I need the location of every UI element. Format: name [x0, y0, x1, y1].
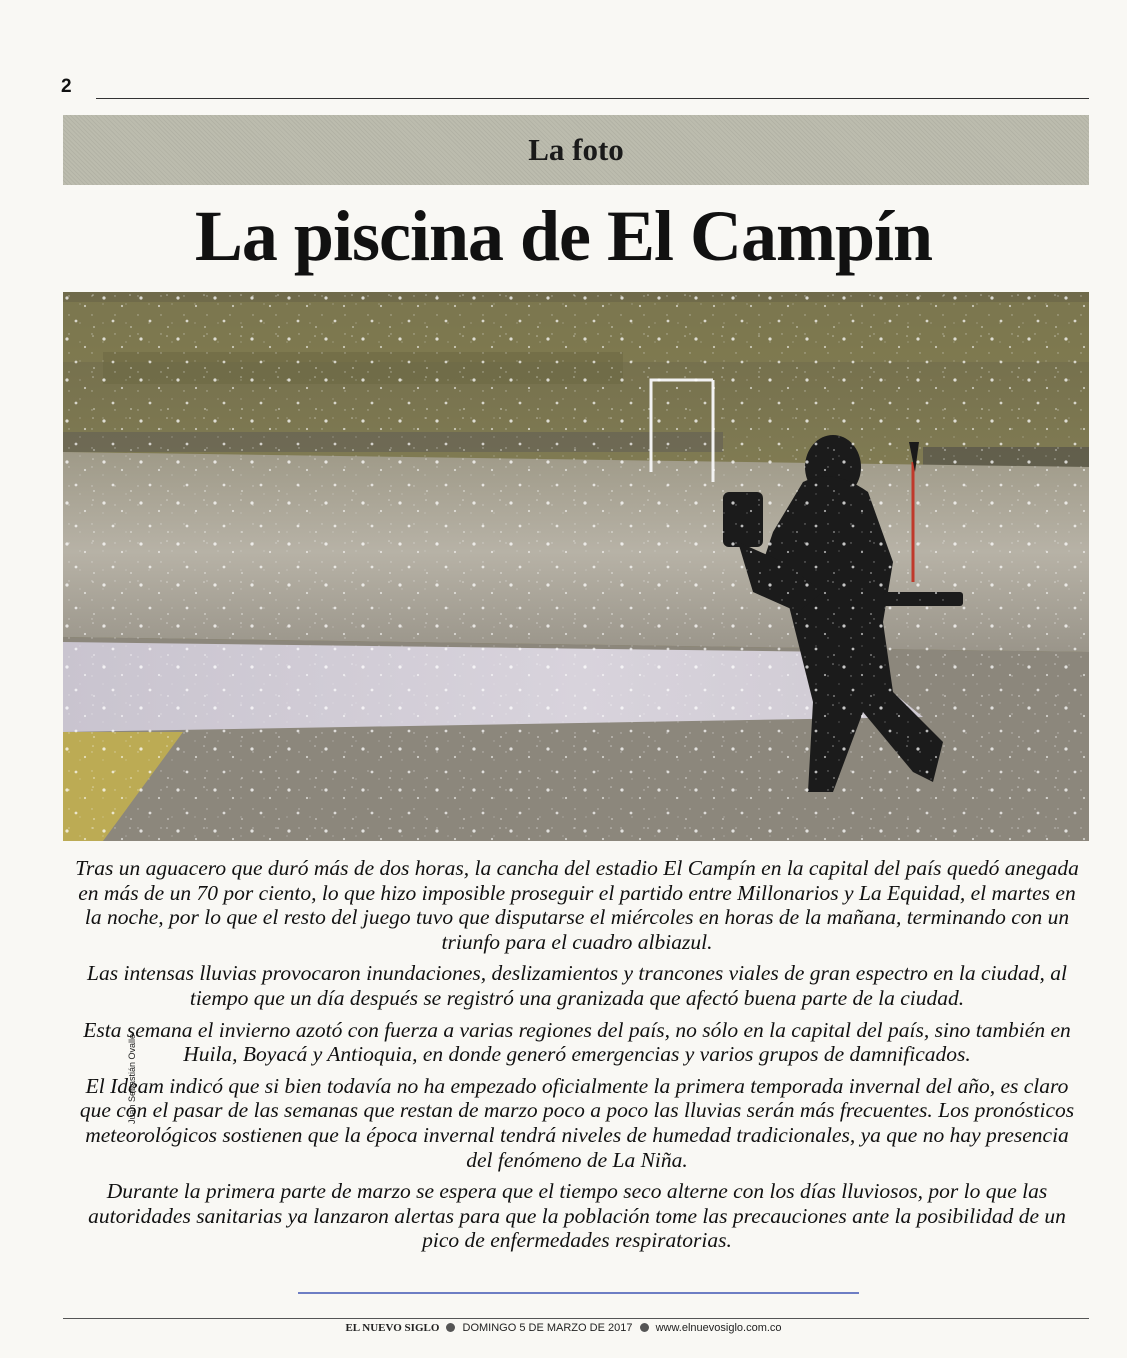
article-paragraph: Tras un aguacero que duró más de dos horas, la cancha del estadio El Campín en la capital del país quedó anegada en más de un 70 por ciento, lo que hizo imposible proseguir el partido entre Millonarios y La Equidad, el martes en la noche, por lo que el resto del juego tuvo que disputarse el miércoles en horas de la mañana, terminando con un triunfo para el cuadro albiazul. — [75, 856, 1079, 954]
top-rule — [96, 98, 1089, 99]
footer-website: www.elnuevosiglo.com.co — [655, 1322, 782, 1334]
article-paragraph: Durante la primera parte de marzo se espera que el tiempo seco alterne con los días lluviosos, por lo que las autoridades sanitarias ya lanzaron alertas para que la población tome las precauciones ante la posibilidad de un pico de enfermedades respiratorias. — [88, 1179, 1066, 1253]
footer-date: DOMINGO 5 DE MARZO DE 2017 — [462, 1322, 633, 1334]
section-band — [63, 115, 1089, 185]
page-number: 2 — [61, 76, 72, 97]
section-label: La foto — [528, 132, 624, 167]
bullet-icon — [446, 1323, 455, 1332]
article-body — [64, 856, 1090, 1260]
footer-brand: EL NUEVO SIGLO — [345, 1322, 440, 1334]
article-paragraph: Las intensas lluvias provocaron inundaciones, deslizamientos y trancones viales de gran espectro en la ciudad, al tiempo que un día después se registró una granizada que afectó buena parte de la ciudad. — [87, 961, 1067, 1010]
closing-rule — [298, 1292, 859, 1294]
headline: La piscina de El Campín — [194, 196, 933, 276]
article-paragraph: Esta semana el invierno azotó con fuerza a varias regiones del país, no sólo en la capital del país, sino también en Huila, Boyacá y Antioquia, en donde generó emergencias y varios grupos de damnificados. — [83, 1017, 1071, 1067]
stadium-photo-illustration — [63, 292, 1089, 841]
footer-rule — [63, 1318, 1089, 1319]
footer — [0, 1322, 1127, 1334]
photo-credit: Juan Sebastián Ovalle — [127, 1033, 137, 1124]
bullet-icon — [640, 1323, 649, 1332]
article-paragraph: El Ideam indicó que si bien todavía no ha empezado oficialmente la primera temporada invernal del año, es claro que con el pasar de las semanas que restan de marzo poco a poco las lluvias serán más frecuentes. Los pronósticos meteorológicos sostienen que la época invernal tendrá niveles de humedad tradicionales, ya que no hay presencia del fenómeno de La Niña. — [79, 1073, 1075, 1172]
